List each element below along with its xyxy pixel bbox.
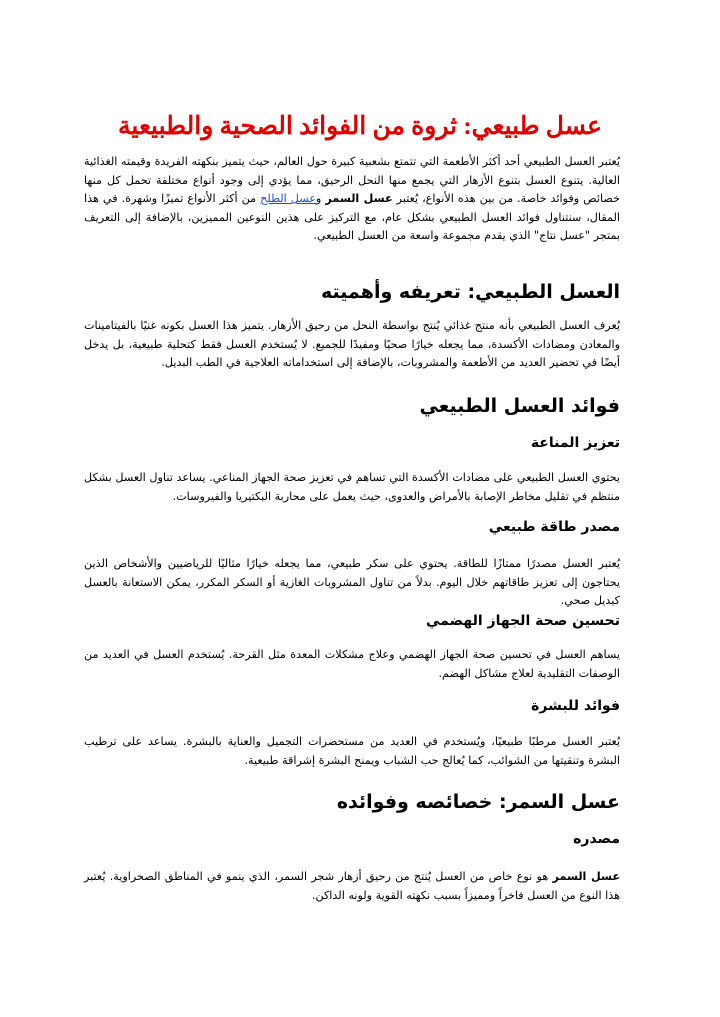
- heading-digestion: تحسين صحة الجهاز الهضمي: [426, 613, 620, 629]
- intro-paragraph: [84, 153, 620, 246]
- samar-honey-source-bold: عسل السمر: [552, 870, 620, 883]
- heading-benefits: فوائد العسل الطبيعي: [419, 395, 620, 417]
- intro-text-3: من أكثر الأنواع تميزًا وشهرة. في هذا المقال، سنتناول فوائد العسل الطبيعي بشكل عام، مع التركيز على هذين النوعين المميزين، بالإضافة إلى التعريف بمتجر "عسل نتاج" الذي يقدم مجموعة واسعة من العسل الطبيعي.: [84, 192, 620, 242]
- samar-honey-bold: عسل السمر: [325, 192, 393, 205]
- heading-source: مصدره: [573, 831, 620, 847]
- definition-paragraph: يُعرف العسل الطبيعي بأنه منتج غذائي يُنتج بواسطة النحل من رحيق الأزهار. يتميز هذا العسل بكونه غنيًا بالفيتامينات والمعادن ومضادات الأكسدة، مما يجعله خيارًا صحيًا ومفيدًا للجميع. لا يُستخدم العسل فقط كتحلية طبيعية، بل يدخل أيضًا في تحضير العديد من الأطعمة والمشروبات، بالإضافة إلى استخداماته العلاجية في الطب البديل.: [84, 319, 620, 369]
- heading-samar: عسل السمر: خصائصه وفوائده: [336, 791, 620, 813]
- intro-text-1: يُعتبر العسل الطبيعي أحد أكثر الأطعمة التي تتمتع بشعبية كبيرة حول العالم، حيث يتميز بنكهته الفريدة وقيمته الغذائية العالية. يتنوع العسل بتنوع الأزهار التي يجمع منها النحل الرحيق، مما يؤدي إلى وجود أنواع مختلفة تحمل كل منها خصائص وفوائد خاصة. من بين هذه الأنواع، يُعتبر: [84, 155, 621, 205]
- talh-honey-link[interactable]: عسل الطلح: [260, 192, 316, 205]
- heading-definition: العسل الطبيعي: تعريفه وأهميته: [321, 281, 620, 303]
- intro-text-2: و: [315, 192, 322, 205]
- skin-paragraph: يُعتبر العسل مرطبًا طبيعيًا، ويُستخدم في العديد من مستحضرات التجميل والعناية بالبشرة. يساعد على ترطيب البشرة وتنقيتها من الشوائب، كما يُعالج حب الشباب ويمنح البشرة إشراقة طبيعية.: [84, 735, 620, 767]
- heading-skin: فوائد للبشرة: [531, 698, 620, 714]
- source-paragraph: [84, 868, 620, 905]
- heading-immunity: تعزيز المناعة: [530, 435, 620, 451]
- immunity-paragraph: يحتوي العسل الطبيعي على مضادات الأكسدة التي تساهم في تعزيز صحة الجهاز المناعي. يساعد تناول العسل بشكل منتظم في تقليل مخاطر الإصابة بالأمراض والعدوى، حيث يعمل على محاربة البكتيريا والفيروسات.: [84, 471, 620, 503]
- page-title: عسل طبيعي: ثروة من الفوائد الصحية والطبيعية: [118, 113, 602, 140]
- source-text: هو نوع خاص من العسل يُنتج من رحيق أزهار شجر السمر، الذي ينمو في المناطق الصحراوية. يُعتبر هذا النوع من العسل فاخراً ومميزاً بسبب نكهته القوية ولونه الداكن.: [84, 870, 620, 902]
- energy-paragraph: يُعتبر العسل مصدرًا ممتازًا للطاقة. يحتوي على سكر طبيعي، مما يجعله خيارًا مثاليًا للرياضيين والأشخاص الذين يحتاجون إلى تعزيز طاقاتهم خلال اليوم. بدلاً من تناول المشروبات الغازية أو السكر المكرر، يمكن الاستعانة بالعسل كبديل صحي.: [84, 557, 620, 607]
- digestion-paragraph: يساهم العسل في تحسين صحة الجهاز الهضمي وعلاج مشكلات المعدة مثل القرحة. يُستخدم العسل في العديد من الوصفات التقليدية لعلاج مشاكل الهضم.: [84, 648, 620, 680]
- heading-energy: مصدر طاقة طبيعي: [488, 519, 620, 535]
